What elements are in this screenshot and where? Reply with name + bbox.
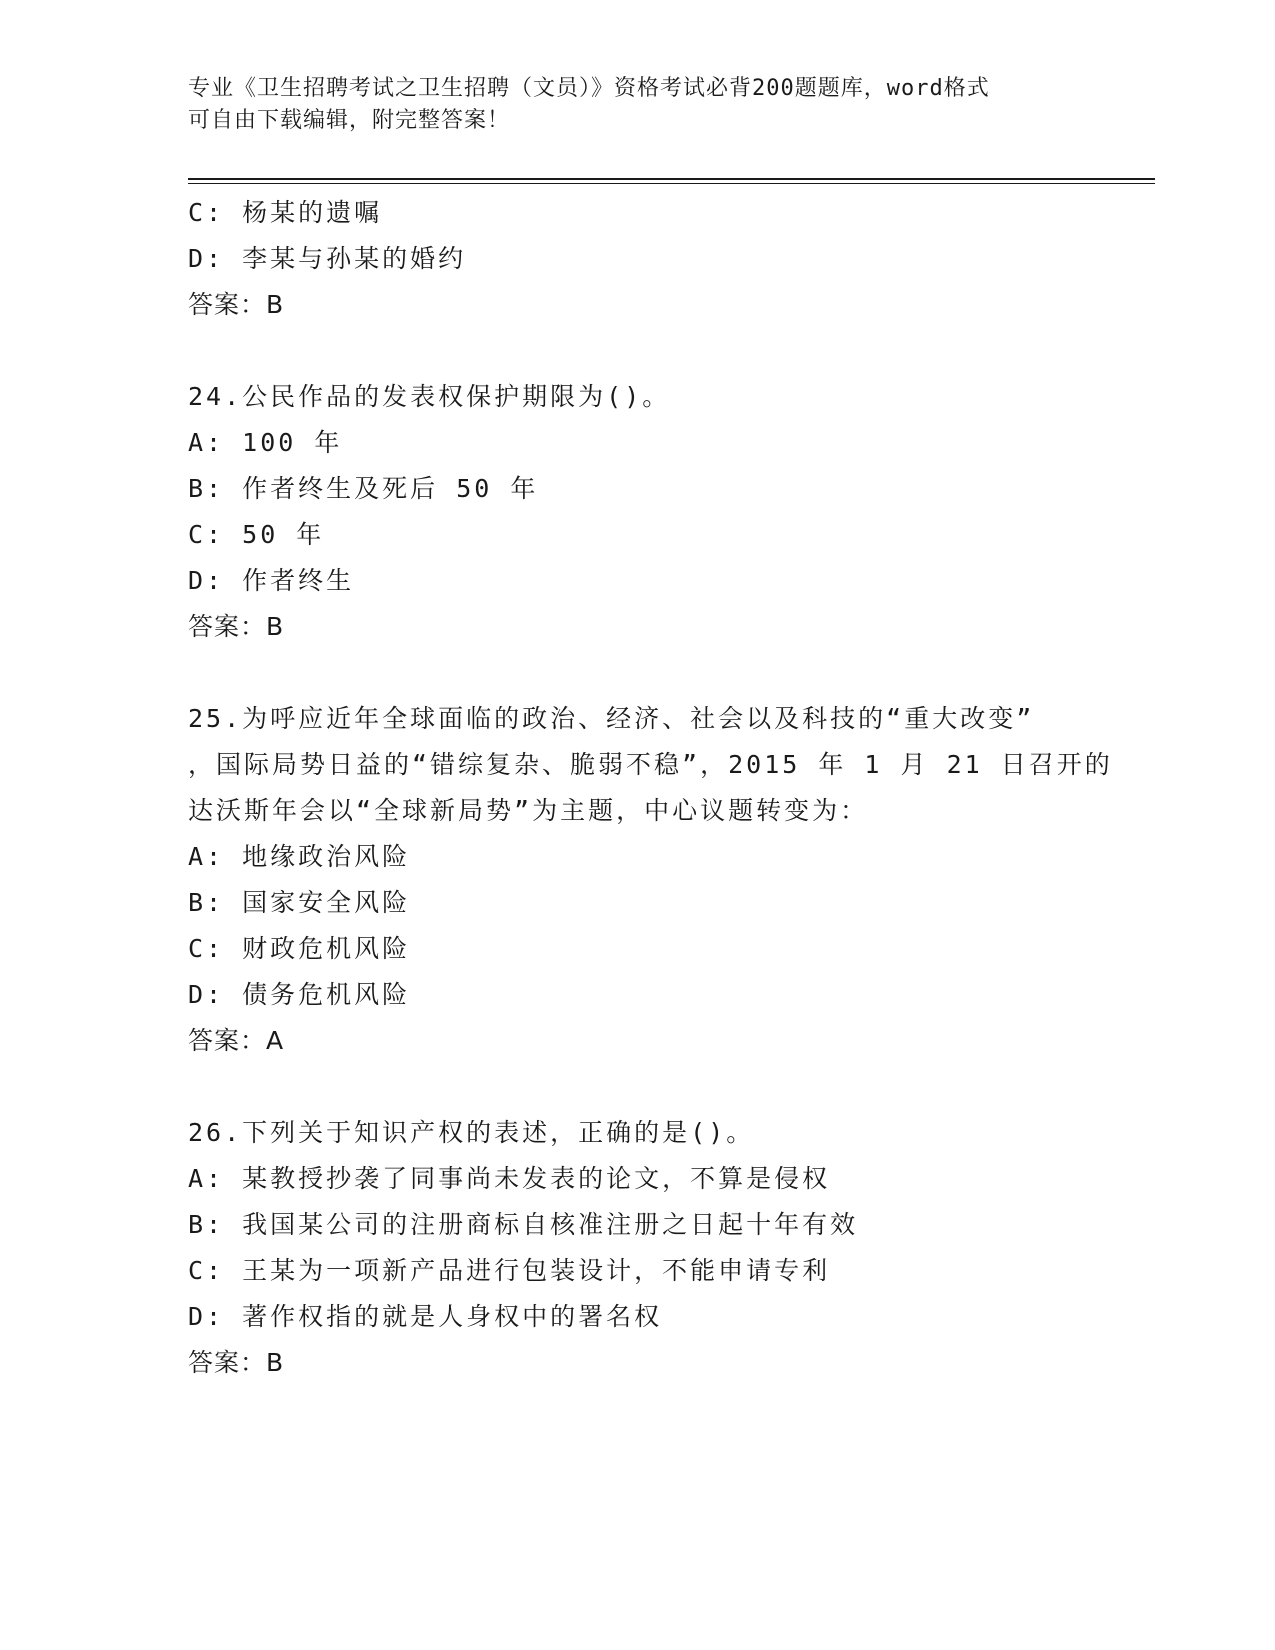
option-d: D: 李某与孙某的婚约 bbox=[188, 244, 467, 273]
answer-line: 答案：B bbox=[188, 1348, 285, 1377]
question-stem-line-1: 25.为呼应近年全球面临的政治、经济、社会以及科技的“重大改变” bbox=[188, 704, 1035, 733]
option-d: D: 作者终生 bbox=[188, 566, 355, 595]
option-b: B: 我国某公司的注册商标自核准注册之日起十年有效 bbox=[188, 1210, 859, 1239]
answer-line: 答案：B bbox=[188, 290, 285, 319]
option-c: C: 杨某的遗嘱 bbox=[188, 198, 383, 227]
spacer bbox=[188, 650, 1148, 696]
question-content bbox=[188, 190, 1148, 1386]
option-a: A: 100 年 bbox=[188, 428, 343, 457]
question-stem-line-2: ，国际局势日益的“错综复杂、脆弱不稳”，2015 年 1 月 21 日召开的 bbox=[188, 750, 1113, 779]
option-a: A: 某教授抄袭了同事尚未发表的论文，不算是侵权 bbox=[188, 1164, 831, 1193]
option-c: C: 财政危机风险 bbox=[188, 934, 411, 963]
previous-question-tail bbox=[188, 190, 1148, 328]
question-24 bbox=[188, 374, 1148, 650]
spacer bbox=[188, 1064, 1148, 1110]
question-25 bbox=[188, 696, 1148, 1064]
answer-line: 答案：A bbox=[188, 1026, 285, 1055]
question-stem-line-3: 达沃斯年会以“全球新局势”为主题，中心议题转变为： bbox=[188, 796, 869, 825]
option-c: C: 王某为一项新产品进行包装设计，不能申请专利 bbox=[188, 1256, 831, 1285]
header-title-line-2: 可自由下载编辑，附完整答案！ bbox=[188, 108, 511, 133]
option-b: B: 国家安全风险 bbox=[188, 888, 411, 917]
option-a: A: 地缘政治风险 bbox=[188, 842, 411, 871]
spacer bbox=[188, 328, 1148, 374]
option-d: D: 债务危机风险 bbox=[188, 980, 411, 1009]
question-26 bbox=[188, 1110, 1148, 1386]
page-header bbox=[188, 73, 1088, 137]
option-b: B: 作者终生及死后 50 年 bbox=[188, 474, 539, 503]
option-d: D: 著作权指的就是人身权中的署名权 bbox=[188, 1302, 663, 1331]
header-divider bbox=[188, 178, 1155, 184]
question-stem: 24.公民作品的发表权保护期限为()。 bbox=[188, 382, 671, 411]
option-c: C: 50 年 bbox=[188, 520, 325, 549]
answer-line: 答案：B bbox=[188, 612, 285, 641]
header-title-line-1: 专业《卫生招聘考试之卫生招聘（文员）》资格考试必背200题题库，word格式 bbox=[188, 76, 990, 101]
question-stem: 26.下列关于知识产权的表述，正确的是()。 bbox=[188, 1118, 755, 1147]
